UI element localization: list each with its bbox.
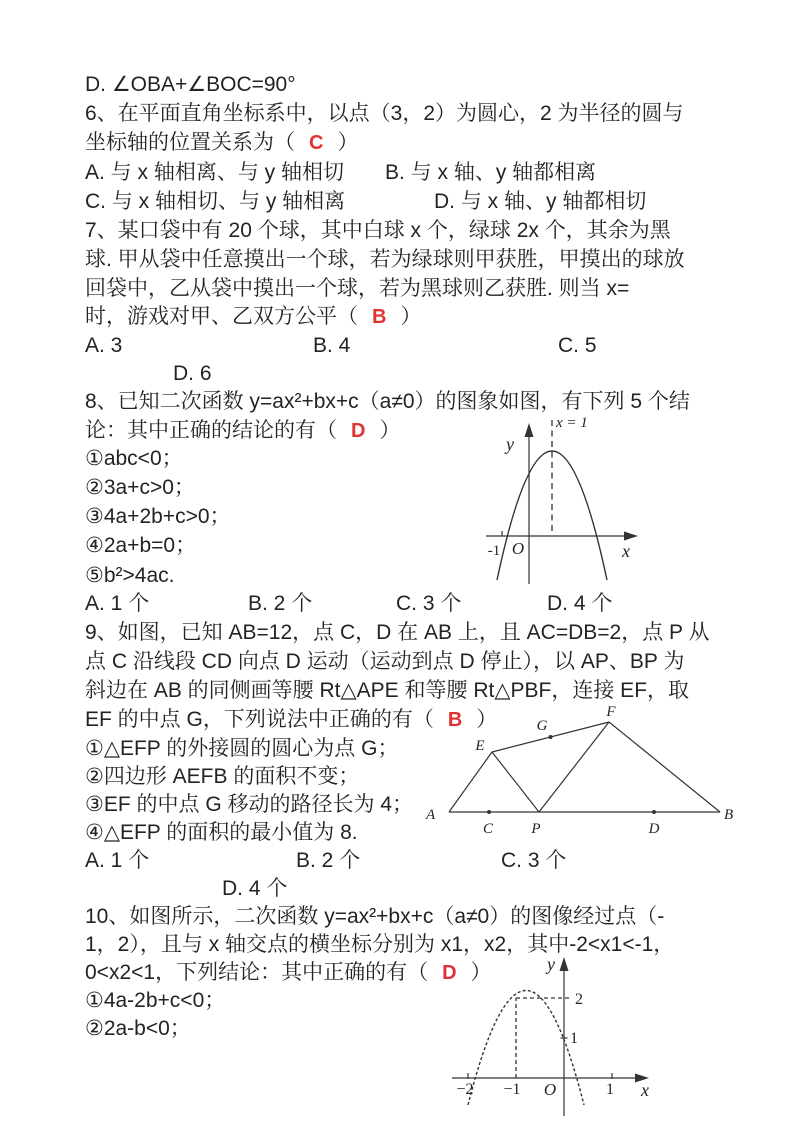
q7-option-a: A. 3	[85, 334, 123, 357]
q8-option-d: D. 4 个	[547, 592, 613, 615]
q8-y-axis-arrow	[525, 423, 534, 437]
q10-item-1: ①4a-2b+c<0；	[85, 989, 226, 1012]
q6-stem-line-2-text: 坐标轴的位置关系为（	[85, 131, 295, 154]
q9-point-d-dot	[652, 810, 656, 814]
q7-stem-line-3: 回袋中，乙从袋中摸出一个球，若为黑球则乙获胜. 则当 x=	[85, 277, 630, 300]
q6-option-d: D. 与 x 轴、y 轴都相切	[434, 190, 647, 213]
q7-option-b: B. 4	[313, 334, 351, 357]
q10-parabola-graph	[438, 952, 663, 1120]
q8-item-4: ④2a+b=0；	[85, 534, 197, 557]
q8-item-5: ⑤b²>4ac.	[85, 564, 175, 587]
q10-x-axis-label: x	[641, 1080, 649, 1100]
q9-geometry-figure	[424, 702, 748, 846]
q9-label-b: B	[724, 807, 734, 823]
q9-stem-line-3: 斜边在 AB 的同侧画等腰 Rt△APE 和等腰 Rt△PBF，连接 EF，取	[85, 679, 690, 702]
q8-option-c: C. 3 个	[396, 592, 462, 615]
q6-option-c: C. 与 x 轴相切、与 y 轴相离	[85, 190, 346, 213]
q9-label-e: E	[475, 738, 485, 754]
q6-close-paren: ）	[337, 131, 359, 154]
q8-option-b: B. 2 个	[248, 592, 313, 615]
q7-close-paren: ）	[400, 305, 422, 328]
q10-stem-line-3	[85, 961, 492, 985]
q8-item-3: ③4a+2b+c>0；	[85, 505, 231, 528]
q8-symmetry-label: x = 1	[556, 415, 588, 431]
q8-parabola-graph	[462, 410, 652, 602]
q9-segment-ep	[492, 752, 539, 812]
q9-option-d: D. 4 个	[222, 877, 288, 900]
q10-y-axis-arrow	[560, 957, 569, 971]
q10-answer: D	[442, 962, 457, 984]
q8-origin-label: O	[511, 539, 525, 558]
q6-stem-line-1: 6、在平面直角坐标系中，以点（3，2）为圆心，2 为半径的圆与	[85, 102, 684, 125]
q9-label-g: G	[536, 718, 548, 734]
q7-option-c: C. 5	[558, 334, 597, 357]
q6-option-a: A. 与 x 轴相离、与 y 轴相切	[85, 161, 345, 184]
q8-stem-line-1: 8、已知二次函数 y=ax²+bx+c（a≠0）的图象如图，有下列 5 个结	[85, 390, 690, 413]
q9-item-3: ③EF 的中点 G 移动的路径长为 4；	[85, 793, 414, 816]
q8-stem-line-2	[85, 419, 400, 443]
q9-item-4: ④△EFP 的面积的最小值为 8.	[85, 821, 358, 844]
q7-stem-line-4	[85, 305, 421, 329]
q8-stem-line-2-text: 论：其中正确的结论的有（	[85, 419, 337, 442]
q8-close-paren: ）	[379, 419, 401, 442]
q8-tick-neg1-label: -1	[487, 543, 501, 559]
q8-y-axis-label: y	[506, 434, 514, 454]
q6-stem-line-2	[85, 131, 358, 155]
q10-tick-pos1-label: 1	[606, 1081, 614, 1098]
q9-stem-line-4-text: EF 的中点 G，下列说法中正确的有（	[85, 708, 434, 731]
q9-label-c: C	[482, 821, 494, 837]
q9-item-2: ②四边形 AEFB 的面积不变；	[85, 765, 360, 788]
q10-tick-y1-label: 1	[570, 1030, 578, 1047]
q7-stem-line-2: 球. 甲从袋中任意摸出一个球，若为绿球则甲获胜，甲摸出的球放	[85, 248, 685, 271]
q10-close-paren: ）	[470, 961, 492, 984]
q10-item-2: ②2a-b<0；	[85, 1017, 191, 1040]
q7-answer: B	[372, 306, 387, 328]
q8-x-axis-label: x	[622, 541, 630, 561]
q6-option-b: B. 与 x 轴、y 轴都相离	[385, 161, 597, 184]
q9-item-1: ①△EFP 的外接圆的圆心为点 G；	[85, 737, 399, 760]
q6-answer: C	[309, 132, 324, 154]
q9-point-c-dot	[487, 810, 491, 814]
q9-close-paren: ）	[476, 708, 498, 731]
q10-stem-line-2: 1，2），且与 x 轴交点的横坐标分别为 x1，x2，其中-2<x1<-1，	[85, 933, 675, 956]
q8-x-axis-arrow	[624, 532, 638, 541]
q9-label-a: A	[426, 807, 436, 823]
q10-tick-neg2-label: −2	[456, 1081, 474, 1098]
q7-option-d: D. 6	[173, 362, 212, 385]
q10-stem-line-1: 10、如图所示，二次函数 y=ax²+bx+c（a≠0）的图像经过点（-	[85, 905, 665, 928]
q10-parabola-curve	[468, 991, 584, 1106]
q9-point-g-dot	[549, 735, 553, 739]
q9-option-a: A. 1 个	[85, 849, 150, 872]
q9-segment-fb	[609, 722, 720, 812]
q7-stem-line-1: 7、某口袋中有 20 个球，其中白球 x 个，绿球 2x 个，其余为黑	[85, 219, 671, 242]
q9-option-b: B. 2 个	[296, 849, 361, 872]
q10-tick-y2-label: 2	[575, 991, 583, 1008]
q9-stem-line-2: 点 C 沿线段 CD 向点 D 运动（运动到点 D 停止），以 AP、BP 为	[85, 650, 685, 673]
prev-q-option-d: D. ∠OBA+∠BOC=90°	[85, 73, 296, 96]
q8-option-a: A. 1 个	[85, 592, 150, 615]
q9-stem-line-1: 9、如图，已知 AB=12，点 C，D 在 AB 上，且 AC=DB=2，点 P 从	[85, 621, 710, 644]
q9-segment-ae	[449, 752, 492, 812]
q8-item-2: ②3a+c>0；	[85, 476, 195, 499]
q10-tick-neg1-label: −1	[503, 1081, 521, 1098]
q9-label-p: P	[531, 821, 541, 837]
q9-option-c: C. 3 个	[501, 849, 567, 872]
q9-label-f: F	[606, 704, 616, 720]
q9-answer: B	[447, 709, 463, 731]
q9-label-d: D	[648, 821, 660, 837]
q10-stem-line-3-text: 0<x2<1，下列结论：其中正确的有（	[85, 961, 429, 984]
q8-answer: D	[351, 420, 366, 442]
q10-origin-label: O	[543, 1080, 557, 1099]
q7-stem-line-4-text: 时，游戏对甲、乙双方公平（	[85, 305, 358, 328]
q10-y-axis-label: y	[547, 954, 555, 974]
q8-item-1: ①abc<0；	[85, 447, 183, 470]
